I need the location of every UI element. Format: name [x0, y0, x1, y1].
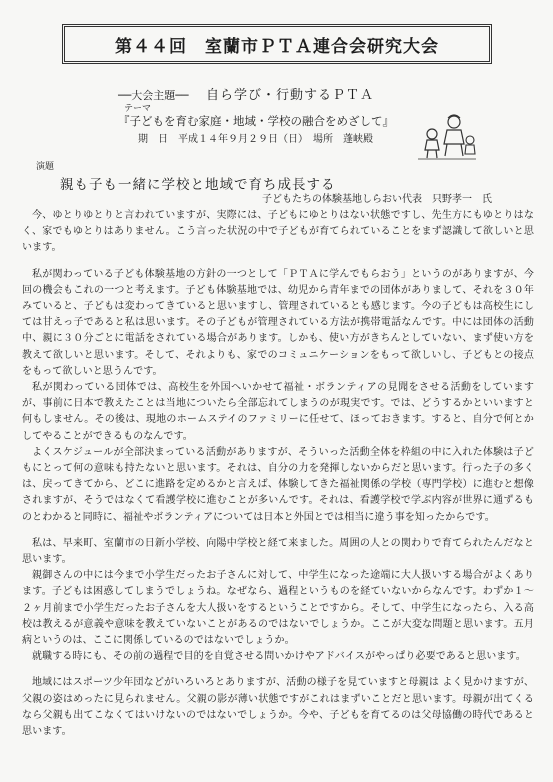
body-text [22, 208, 534, 740]
paragraph: 私が関わっている団体では、高校生を外国へいかせて福祉・ボランティアの見聞をさせる活動をしていますが、事前に日本で教えたことは当地についたら全部忘れてしまうのが現実です。では、どうするかといいますと何もしません。その後は、現地のホームステイのファミリーに任せて、ほっておきます。すると、自分で何とかしてやることができるものなんです。 [22, 382, 534, 442]
document-title: 第４４回 室蘭市ＰＴＡ連合会研究大会 [115, 36, 439, 57]
paragraph: 地域にはスポーツ少年団などがいろいろとありますが、活動の様子を見ていますと母親は よく見かけますが、父親の姿はめったに見られません。父親の影が薄い状態ですがこれはまずいことだと思います。母親が出てくるなら父親も出てこなくてはいけないのではないでしょうか。今や、子どもを育てるのは父母協働の時代であると思います。 [22, 677, 534, 738]
speaker-credit: 子どもたちの体験基地しらおい代表 只野孝一 氏 [262, 194, 492, 205]
date-and-venue: 期 日 平成１４年９月２９日（日） 場所 蓬峡殿 [138, 134, 373, 145]
paragraph: 私は、早来町、室蘭市の日新小学校、向陽中学校と経て来ました。周囲の人との関わりで育てられたんだなと思います。 [22, 537, 534, 566]
paragraph: 親御さんの中には今まで小学生だったお子さんに対して、中学生になった途端に大人扱いする場合がよくあります。子どもは困惑してしまうでしょうね。なぜなら、過程というものを経ていないからなんです。わずか１～２ヶ月前まで小学生だったお子さんを大人扱いをするということですから。そして、中学生になったら、入る高校は教えるが意義や意味を教えていないことがあるのではないでしょうか。ここが大変な問題と思います。五月病というのは、ここに関係しているのではないでしょうか。 [22, 570, 534, 647]
paragraph: よくスケジュールが全部決まっている活動がありますが、そういった活動全体を枠組の中に入れた体験は子どもにとって何の意味も持たないと思います。それは、自分の力を発揮しないからだと思います。行った子の多くは、戻ってきてから、どこに進路を定めるかと言えば、体験してきた福祉関係の学校（専門学校）に進むと想像されますが、そうではなくて看護学校に進むことが多いんです。それは、看護学校で学ぶ内容が世界に通ずるものとわかると同時に、福祉やボランティアについては日本と外国とでは相当に違う事を知ったからです。 [22, 446, 534, 523]
paragraph: 今、ゆとりゆとりと言われていますが、実際には、子どもにゆとりはない状態ですし、先生方にもゆとりはなく、家でもゆとりはありません。こう言った状況の中で子どもが育てられていることをまず認識して欲しいと思います。 [22, 210, 534, 254]
family-illustration [414, 110, 478, 162]
lecture-title: 親も子も一緒に学校と地域で育ち成長する [60, 177, 336, 193]
main-theme [118, 84, 374, 103]
paragraph: 私が関わっている子ども体験基地の方針の一つとして「ＰＴＡに学んでもらおう」というのがありますが、今回の機会もこれの一つと考えます。子ども体験基地では、幼児から青年までの団体がありまして、それを３０年みていると、子どもは変わってきていると思いますし、管理されているとも感じます。今の子どもは高校生にしては甘えっ子であると私は思います。その子どもが管理されている方法が携帯電話なんです。中には団体の活動中、親に３０分ごとに電話をされている場合があります。しかも、使い方がきちんとしていない、まず使い方を教えて欲しいと思います。そして、それよりも、家でのコミュニケーションをもって欲しいし、子どもとの接点をもって欲しいと思うんです。 [22, 268, 534, 377]
main-theme-label: ──大会主題── [118, 89, 189, 102]
title-box [62, 24, 492, 64]
main-theme-value: 自ら学び・行動するＰＴＡ [206, 88, 375, 103]
theme-label: テーマ [124, 104, 152, 114]
paragraph: 就職する時にも、その前の過程で目的を自覚させる問いかけやアドバイスがやっぱり必要であると思います。 [32, 651, 526, 663]
lecture-label: 演題 [36, 162, 55, 172]
sub-theme: 『子どもを育む家庭・地域・学校の融合をめざして』 [118, 114, 394, 128]
